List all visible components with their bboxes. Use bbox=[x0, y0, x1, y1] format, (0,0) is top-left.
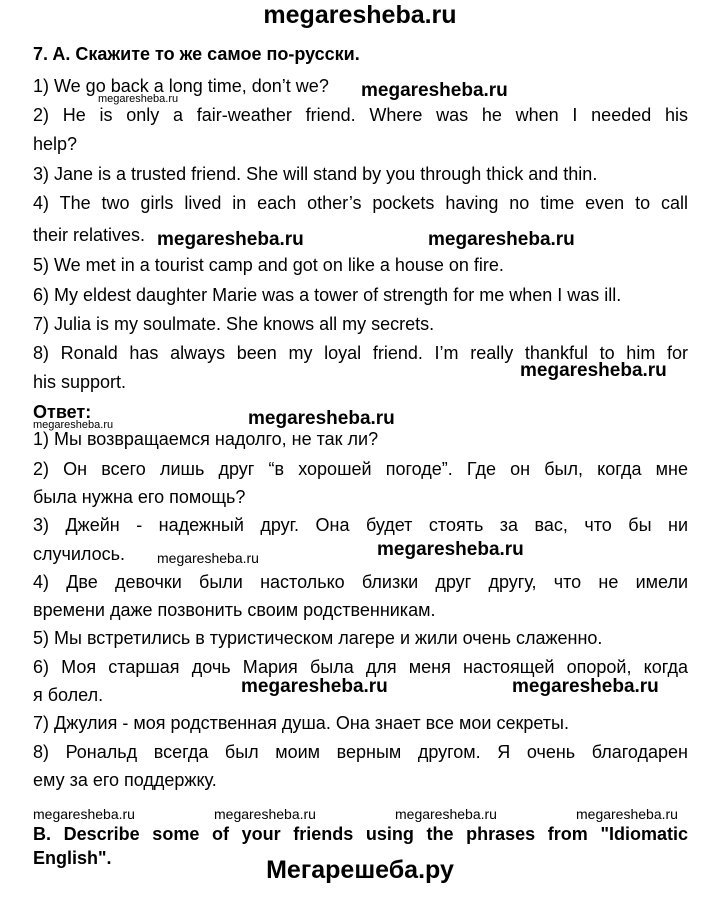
task-b-line-2: English". bbox=[33, 848, 112, 868]
task-a-sentence-4-cont: their relatives. bbox=[33, 225, 146, 245]
watermark-small: megaresheba.ru bbox=[33, 806, 135, 822]
task-a-sentence-8-cont: his support. bbox=[33, 372, 127, 392]
task-a-sentence-7: 7) Julia is my soulmate. She knows all my secrets. bbox=[33, 314, 435, 334]
answer-sentence-7: 7) Джулия - моя родственная душа. Она знает все мои секреты. bbox=[33, 713, 569, 733]
answer-sentence-1: 1) Мы возвращаемся надолго, не так ли? bbox=[33, 429, 379, 449]
answer-sentence-4: 4) Две девочки были настолько близки друг другу, что не имели bbox=[33, 572, 688, 592]
watermark-small: megaresheba.ru bbox=[157, 550, 259, 566]
task-a-sentence-1: 1) We go back a long time, don’t we? bbox=[33, 76, 329, 96]
task-a-sentence-2-cont: help? bbox=[33, 134, 78, 154]
watermark: megaresheba.ru bbox=[428, 229, 575, 250]
watermark: megaresheba.ru bbox=[512, 676, 659, 697]
watermark: megaresheba.ru bbox=[248, 408, 395, 429]
task-a-sentence-6: 6) My eldest daughter Marie was a tower of strength for me when I was ill. bbox=[33, 285, 622, 305]
answer-sentence-8: 8) Рональд всегда был моим верным другом. Я очень благодарен bbox=[33, 742, 688, 762]
task-a-sentence-4: 4) The two girls lived in each other’s pockets having no time even to call bbox=[33, 193, 688, 213]
watermark: megaresheba.ru bbox=[241, 676, 388, 697]
watermark: megaresheba.ru bbox=[361, 80, 508, 101]
answer-sentence-5: 5) Мы встретились в туристическом лагере и жили очень слаженно. bbox=[33, 628, 603, 648]
watermark-small: megaresheba.ru bbox=[576, 806, 678, 822]
site-header[interactable]: megaresheba.ru bbox=[263, 1, 457, 29]
answer-sentence-6: 6) Моя старшая дочь Мария была для меня настоящей опорой, когда bbox=[33, 657, 688, 677]
answer-heading: Ответ: bbox=[33, 402, 92, 422]
watermark: megaresheba.ru bbox=[520, 360, 667, 381]
task-a-sentence-8: 8) Ronald has always been my loyal friend. I’m really thankful to him for bbox=[33, 343, 688, 363]
answer-sentence-8-cont: ему за его поддержку. bbox=[33, 770, 217, 790]
task-a-sentence-3: 3) Jane is a trusted friend. She will stand by you through thick and thin. bbox=[33, 164, 598, 184]
answer-sentence-3-cont: случилось. bbox=[33, 544, 126, 564]
watermark: megaresheba.ru bbox=[157, 229, 304, 250]
site-footer: Мегарешеба.ру bbox=[266, 856, 454, 884]
task-a-title: 7. A. Скажите то же самое по-русски. bbox=[33, 44, 360, 64]
watermark-small: megaresheba.ru bbox=[98, 93, 179, 105]
answer-sentence-2: 2) Он всего лишь друг “в хорошей погоде”. Где он был, когда мне bbox=[33, 459, 688, 479]
watermark-small: megaresheba.ru bbox=[33, 419, 114, 431]
task-a-sentence-2: 2) He is only a fair-weather friend. Where was he when I needed his bbox=[33, 105, 688, 125]
answer-sentence-3: 3) Джейн - надежный друг. Она будет стоять за вас, что бы ни bbox=[33, 515, 688, 535]
task-b-line-1: B. Describe some of your friends using the phrases from "Idiomatic bbox=[33, 824, 688, 844]
task-a-sentence-5: 5) We met in a tourist camp and got on like a house on fire. bbox=[33, 255, 504, 275]
answer-sentence-2-cont: была нужна его помощь? bbox=[33, 487, 246, 507]
answer-sentence-6-cont: я болел. bbox=[33, 685, 104, 705]
watermark: megaresheba.ru bbox=[377, 539, 524, 560]
watermark-small: megaresheba.ru bbox=[214, 806, 316, 822]
answer-sentence-4-cont: времени даже позвонить своим родственникам. bbox=[33, 600, 436, 620]
watermark-small: megaresheba.ru bbox=[395, 806, 497, 822]
